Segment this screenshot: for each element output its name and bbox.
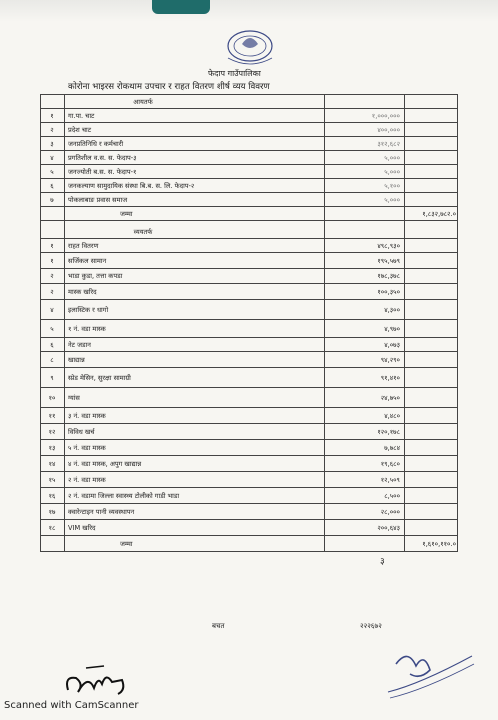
table-row <box>40 487 458 504</box>
row-description: ५ नं. वडा मास्क <box>68 443 106 452</box>
row-number: ४ <box>50 305 54 314</box>
savings-value: २२२६७२ <box>360 622 382 630</box>
row-amount: १७८,३७८ <box>377 272 400 280</box>
scan-edge-object <box>152 0 210 14</box>
row-description: क्वारेन्टाइन पानी व्यवस्थापन <box>68 507 135 516</box>
side-mark: ३ <box>380 557 385 567</box>
row-amount: ४,०७३ <box>384 340 400 349</box>
row-amount: ४,३०० <box>384 305 400 314</box>
table-row <box>40 387 458 408</box>
row-description: जनकल्याण सामुदायिक संस्था बि.ब. स. लि. फेदाप-२ <box>68 181 195 190</box>
total-row <box>40 206 458 221</box>
row-description: ग्यांस <box>68 393 80 402</box>
table-row <box>40 283 458 300</box>
row-amount: २००,६४३ <box>377 523 400 532</box>
row-amount: १२,५०९ <box>380 475 400 484</box>
row-description: मास्क खरिद <box>68 287 97 296</box>
office-name: फेदाप गाउँपालिका <box>208 69 261 78</box>
table-column-divider <box>324 94 325 551</box>
row-number: ४ <box>50 153 54 162</box>
row-description: सर्जिकल सामान <box>68 256 107 265</box>
row-description: ३ नं. वडा मास्क <box>68 411 106 420</box>
row-description: इलास्टिक र धागो <box>68 305 109 314</box>
table-top-border <box>40 94 458 95</box>
row-number: ९ <box>50 373 54 382</box>
table-row <box>40 337 458 352</box>
row-number: १५ <box>48 475 56 484</box>
table-row <box>40 164 458 179</box>
row-amount: ४,९७० <box>384 324 400 333</box>
row-amount: ७,७८४ <box>384 443 400 452</box>
row-amount: ५,००० <box>384 167 400 176</box>
table-row <box>40 268 458 284</box>
row-description: प्रगतिशील व.स. स. फेदाप-३ <box>68 153 137 162</box>
page-title: कोरोना भाइरस रोकथाम उपचार र राहत वितरण शीर्ष व्यय विवरण <box>68 82 270 92</box>
table-row <box>40 178 458 193</box>
total-label: जम्मा <box>120 539 133 548</box>
table-column-divider <box>404 94 405 551</box>
table-row <box>40 503 458 520</box>
row-number: २ <box>50 125 54 134</box>
row-number: १ <box>50 241 54 250</box>
section-label: व्ययतर्फ <box>133 227 153 236</box>
table-row <box>40 367 458 388</box>
table-row <box>40 439 458 456</box>
row-amount: ३१२,६८२ <box>377 139 400 148</box>
table-row <box>40 455 458 472</box>
row-number: ५ <box>50 324 54 333</box>
row-number: ८ <box>50 355 54 364</box>
row-amount: ५,००० <box>384 153 400 162</box>
table-row <box>40 192 458 207</box>
row-amount: १२०,१७८ <box>377 427 400 436</box>
table-row <box>40 351 458 368</box>
row-description: ४ नं. वडा मास्क, अपुग खाद्यान्न <box>68 459 142 468</box>
row-number: १२ <box>48 427 56 436</box>
row-amount: १,०००,००० <box>371 111 400 120</box>
table-row <box>40 122 458 137</box>
table-row <box>40 519 458 536</box>
row-description: जनप्रतिनिधि र कर्मचारी <box>68 139 124 148</box>
office-seal-icon <box>220 26 280 70</box>
table-row <box>40 423 458 440</box>
row-description: स्प्रेड मेसिन, सुरक्षा सामाग्री <box>68 373 131 382</box>
row-description: नेट जडान <box>68 340 91 349</box>
table-row <box>40 319 458 338</box>
expense-table <box>40 94 458 551</box>
row-amount: ८,५०० <box>384 491 400 500</box>
row-description: VIM खरिद <box>68 523 96 532</box>
section-header <box>40 224 458 239</box>
signature-left <box>62 654 142 702</box>
scanner-watermark: Scanned with CamScanner <box>4 700 139 711</box>
row-number: १ <box>50 256 54 265</box>
row-amount: १००,३५० <box>377 287 400 296</box>
row-description: भाडा कुडा, तत्ता कपडा <box>68 272 123 280</box>
savings-label: बचत <box>212 622 225 630</box>
row-description: प्रदेश चाट <box>68 125 92 134</box>
row-description: १ नं. वडा मास्क <box>68 324 106 333</box>
total-value: १,८३२,७८२.० <box>422 209 456 218</box>
table-row <box>40 252 458 269</box>
row-amount: १९५,५७९ <box>377 256 400 265</box>
table-column-divider <box>457 94 458 551</box>
table-row <box>40 150 458 165</box>
row-description: २ नं. वडा मास्क <box>68 475 106 484</box>
row-description: खाद्यान्न <box>68 355 85 364</box>
row-number: १७ <box>48 507 56 516</box>
row-amount: ९१,४१० <box>380 373 400 382</box>
row-number: ५ <box>50 167 54 176</box>
row-number: १६ <box>48 491 56 500</box>
row-number: २ <box>50 287 54 296</box>
row-number: ३ <box>50 139 54 148</box>
row-description: विविध खर्च <box>68 427 95 436</box>
row-number: ६ <box>50 340 54 349</box>
total-row <box>40 535 458 552</box>
table-row <box>40 108 458 123</box>
row-amount: ४,४८० <box>384 411 400 420</box>
row-number: २ <box>50 272 54 280</box>
row-description: २ नं. वडामा जिल्ला स्वास्थ्य टोलीको गाडी भाडा <box>68 491 180 500</box>
section-label: आयतर्फ <box>133 97 153 106</box>
row-number: १० <box>48 393 56 402</box>
table-column-divider <box>40 94 41 551</box>
row-amount: ४००,००० <box>377 125 400 134</box>
row-number: ७ <box>50 195 54 204</box>
row-amount: ५,१०० <box>384 181 400 190</box>
row-amount: १९,६८० <box>380 459 400 468</box>
table-row <box>40 407 458 424</box>
table-row <box>40 136 458 151</box>
row-amount: २४,७५० <box>380 393 400 402</box>
row-number: १४ <box>48 459 56 468</box>
row-amount: ४९८,९३० <box>377 241 400 250</box>
scan-shadow <box>0 0 498 22</box>
row-description: पोकलाबाङ प्रवास समाज <box>68 195 128 204</box>
table-row <box>40 299 458 320</box>
section-header <box>40 94 458 109</box>
row-amount: ९४,२९० <box>380 355 400 364</box>
table-row <box>40 238 458 253</box>
total-value: १,६१०,११०.० <box>422 539 456 548</box>
row-number: १३ <box>48 443 56 452</box>
row-number: १८ <box>48 523 56 532</box>
table-row <box>40 471 458 488</box>
row-description: गा.पा. चाट <box>68 111 95 120</box>
table-column-divider <box>64 94 65 551</box>
row-number: ११ <box>48 411 56 420</box>
total-label: जम्मा <box>120 209 133 218</box>
row-number: १ <box>50 111 54 120</box>
row-number: ६ <box>50 181 54 190</box>
row-description: राहत वितरण <box>68 241 99 250</box>
row-amount: ५,००० <box>384 195 400 204</box>
signature-stamp-right <box>380 644 480 708</box>
row-description: जनज्योती ब.स. स. फेदाप-१ <box>68 167 137 176</box>
row-amount: २८,००० <box>380 507 400 516</box>
